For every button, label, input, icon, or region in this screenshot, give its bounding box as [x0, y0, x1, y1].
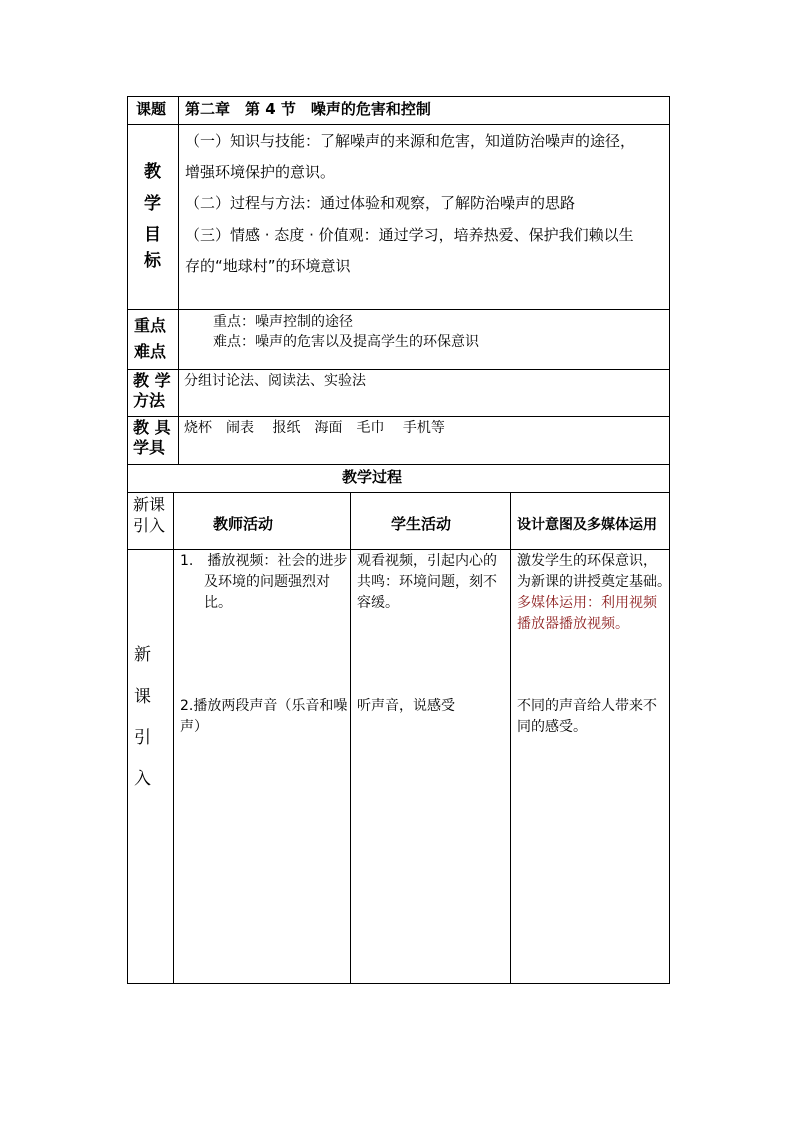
teacher-activity-line: 2.播放两段声音（乐音和噪 — [180, 698, 348, 714]
col-header-student: 学生活动 — [391, 515, 452, 533]
teacher-activity-line: 声） — [180, 719, 208, 735]
process-title: 教学过程 — [342, 468, 403, 486]
objectives-line: 增强环境保护的意识。 — [185, 163, 336, 181]
objectives-label-char: 标 — [144, 251, 161, 271]
row-divider — [127, 416, 670, 417]
teacher-activity-line: 1. 播放视频：社会的进步 — [180, 553, 348, 569]
side-label-char: 入 — [134, 769, 151, 789]
objectives-line: （二）过程与方法：通过体验和观察，了解防治噪声的思路 — [185, 194, 576, 212]
table-border-right — [669, 96, 670, 984]
difficult-point: 难点：噪声的危害以及提高学生的环保意识 — [213, 334, 479, 350]
objectives-label-char: 学 — [144, 194, 161, 214]
objectives-line: 存的“地球村”的环境意识 — [185, 257, 351, 275]
row-divider — [127, 369, 670, 370]
section-label: 新课 — [133, 495, 166, 514]
row-divider — [127, 124, 670, 125]
row-divider — [127, 309, 670, 310]
key-points-label: 难点 — [134, 342, 167, 361]
topic-label: 课题 — [136, 100, 167, 118]
student-activity-line: 共鸣：环境问题，刻不 — [357, 574, 497, 590]
design-intent-line: 不同的声音给人带来不 — [517, 698, 657, 714]
row-divider — [127, 492, 670, 493]
topic-title: 第二章 第 4 节 噪声的危害和控制 — [185, 100, 431, 118]
col-header-teacher: 教师活动 — [213, 515, 274, 533]
key-points-label: 重点 — [134, 316, 167, 335]
section-label: 引入 — [133, 516, 166, 535]
design-intent-line: 同的感受。 — [517, 719, 587, 735]
student-activity-line: 听声音，说感受 — [357, 698, 455, 714]
objectives-line: （三）情感 · 态度 · 价值观：通过学习，培养热爱、保护我们赖以生 — [185, 226, 634, 244]
student-activity-line: 容缓。 — [357, 595, 399, 611]
tools-label: 学具 — [133, 438, 166, 457]
methods-label: 方法 — [133, 391, 166, 410]
col-header-design: 设计意图及多媒体运用 — [517, 517, 657, 533]
side-label-char: 新 — [134, 645, 151, 665]
multimedia-note-line: 播放器播放视频。 — [517, 616, 629, 632]
row-divider — [127, 464, 670, 465]
objectives-label-char: 目 — [144, 225, 161, 245]
label-column-divider — [178, 96, 179, 465]
column-divider-teacher-student — [350, 492, 351, 984]
multimedia-note-line: 多媒体运用：利用视频 — [517, 595, 657, 611]
column-divider-student-design — [510, 492, 511, 984]
methods-value: 分组讨论法、阅读法、实验法 — [184, 373, 366, 389]
label-column-divider — [173, 492, 174, 984]
side-label-char: 课 — [134, 687, 151, 707]
row-divider — [127, 549, 670, 550]
teacher-activity-line: 及环境的问题强烈对 — [204, 574, 330, 590]
objectives-line: （一）知识与技能：了解噪声的来源和危害，知道防治噪声的途径， — [185, 132, 636, 150]
student-activity-line: 观看视频，引起内心的 — [357, 553, 497, 569]
key-point: 重点：噪声控制的途径 — [213, 314, 353, 330]
design-intent-line: 为新课的讲授奠定基础。 — [517, 574, 671, 590]
tools-label: 教 具 — [133, 418, 171, 437]
side-label-char: 引 — [134, 728, 151, 748]
teacher-activity-line: 比。 — [204, 595, 232, 611]
design-intent-line: 激发学生的环保意识， — [517, 553, 657, 569]
tools-value: 烧杯 闹表 报纸 海面 毛巾 手机等 — [184, 420, 445, 436]
objectives-label-char: 教 — [144, 162, 161, 182]
methods-label: 教 学 — [133, 371, 171, 390]
table-border-left — [127, 96, 128, 984]
table-border-bottom — [127, 983, 670, 984]
table-border-top — [127, 96, 670, 97]
